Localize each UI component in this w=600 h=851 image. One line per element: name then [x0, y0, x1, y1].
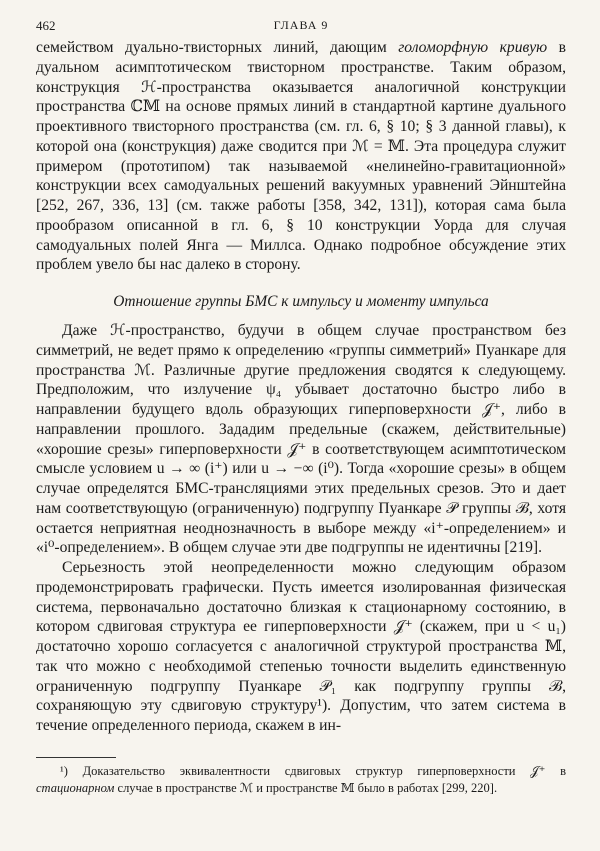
footnote-start: ¹) Доказательство эквивалентности сдвиговых структур гиперповерхности 𝒥⁺ в [60, 763, 566, 778]
paragraph-1 [36, 38, 566, 275]
paragraph-1-emphasis: голоморфную кривую [398, 39, 548, 56]
section-heading: Отношение группы БМС к импульсу и моменту импульса [113, 293, 489, 310]
page-number: 462 [36, 18, 56, 33]
footnote-rest: случае в пространстве ℳ и пространстве 𝕄 было в работах [299, 220]. [114, 780, 498, 795]
book-page [36, 14, 566, 797]
running-head: ГЛАВА 9 [273, 18, 329, 32]
footnote-emphasis: стационарном [36, 780, 115, 795]
paragraph-1-rest: в дуальном асимптотическом твисторном пространстве. Таким образом, конструкция ℋ-пространства оказывается аналогичной конструкции пространства ℂ𝕄 на основе прямых линий в стандартной картине дуального проективного твисторного пространства (см. гл. 6, § 10; § 3 данной главы), к которой она (конструкция) даже сводится при ℳ = 𝕄. Эта процедура служит примером (прототипом) так называемой «нелинейно-гравитационной» конструкции всех самодуальных решений вакуумных уравнений Эйнштейна [252, 267, 336, 13] (см. также работы [358, 342, 131]), которая сама была прообразом описанной в гл. 6, § 10 конструкции Уорда для случая самодуальных полей Янга — Миллса. Однако подробное обсуждение этих проблем увело бы нас далеко в сторону. [36, 39, 567, 274]
footnote [36, 763, 566, 797]
footnote-divider [36, 757, 116, 758]
paragraph-1-start: семейством дуально-твисторных линий, дающим [36, 39, 399, 56]
paragraph-3: Серьезность этой неопределенности можно следующим образом продемонстрировать графически. Пусть имеется изолированная физическая система, первоначально достаточно близкая к стационарному состоянию, в котором сдвиговая структура ее гиперповерхности 𝒥⁺ (скажем, при u < u₁) достаточно хорошо согласуется с аналогичной структурой пространства 𝕄, так что можно с необходимой степенью точности выделить единственную ограниченную подгруппу Пуанкаре 𝒫₁ как подгруппу группы ℬ, сохраняющую эту сдвиговую структуру¹). Допустим, что затем система в течение определенного периода, скажем в ин- [36, 559, 566, 734]
page-header [36, 14, 566, 38]
paragraph-2: Даже ℋ-пространство, будучи в общем случае пространством без симметрий, не ведет прямо к определению «группы симметрий» Пуанкаре для пространства ℳ. Различные другие предложения сводятся к следующему. Предположим, что излучение ψ₄ убывает достаточно быстро либо в направлении будущего вдоль образующих гиперповерхности 𝒥⁺, либо в направлении прошлого. Зададим предельные (скажем, действительные) «хорошие срезы» гиперповерхности 𝒥⁺ в соответствующем асимптотическом смысле условием u → ∞ (i⁺) или u → −∞ (i⁰). Тогда «хорошие срезы» в общем случае определятся БМС-трансляциями этих предельных срезов. Это и дает нам соответствующую (ограниченную) подгруппу Пуанкаре 𝒫 группы ℬ, хотя остается неприятная неоднозначность в выборе между «i⁺-определением» и «i⁰-определением». В общем случае эти две подгруппы не идентичны [219]. [36, 322, 566, 557]
